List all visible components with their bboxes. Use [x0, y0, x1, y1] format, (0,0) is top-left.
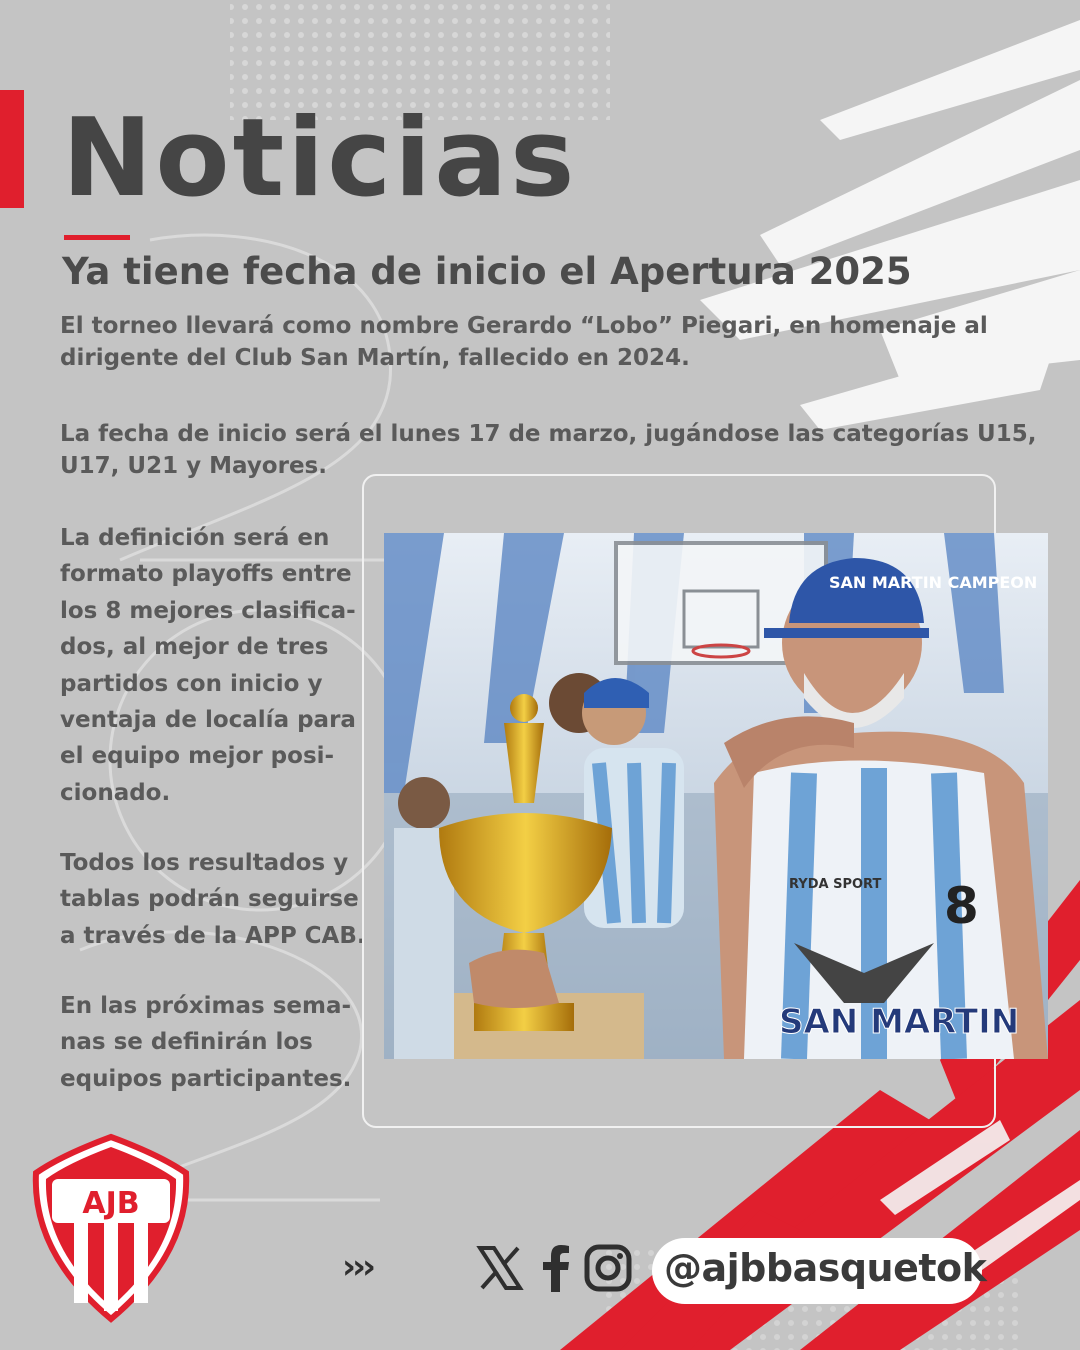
trophy-photo	[384, 533, 1048, 1059]
ajb-logo	[30, 1133, 192, 1323]
instagram-icon[interactable]	[582, 1242, 634, 1294]
section-title: Noticias	[62, 96, 578, 221]
arrows-decoration: ›››	[342, 1247, 373, 1287]
article-paragraph-5: En las próximas sema-nas se definirán los equipos participantes.	[60, 993, 352, 1092]
social-handle[interactable]: @ajbbasquetok	[664, 1246, 987, 1290]
jersey-number: 8	[944, 877, 979, 935]
jersey-crest: SAN MARTIN	[779, 1002, 1020, 1042]
jersey-brand: RYDA SPORT	[789, 877, 882, 892]
article-paragraph-2: La fecha de inicio será el lunes 17 de marzo, jugándose las categorías U15, U17, U21 y Mayores.	[60, 421, 1037, 479]
article-paragraph-4: Todos los resultados y tablas podrán seguirse a través de la APP CAB.	[60, 850, 366, 949]
logo-text: AJB	[82, 1186, 140, 1221]
accent-bar	[0, 90, 24, 208]
facebook-icon[interactable]	[530, 1242, 582, 1294]
article-paragraph-1: El torneo llevará como nombre Gerardo “Lobo” Piegari, en homenaje al dirigente del Club San Martín, fallecido en 2024.	[60, 313, 988, 371]
article-headline: Ya tiene fecha de inicio el Apertura 2025	[62, 250, 912, 293]
x-icon[interactable]	[474, 1242, 526, 1294]
article-paragraph-3: La definición será en formato playoffs entre los 8 mejores clasifica-dos, al mejor de tres partidos con inicio y ventaja de localía para el equipo mejor posi-cionado.	[60, 525, 356, 806]
cap-text: SAN MARTIN CAMPEON	[829, 573, 1038, 592]
title-underline	[64, 235, 130, 240]
